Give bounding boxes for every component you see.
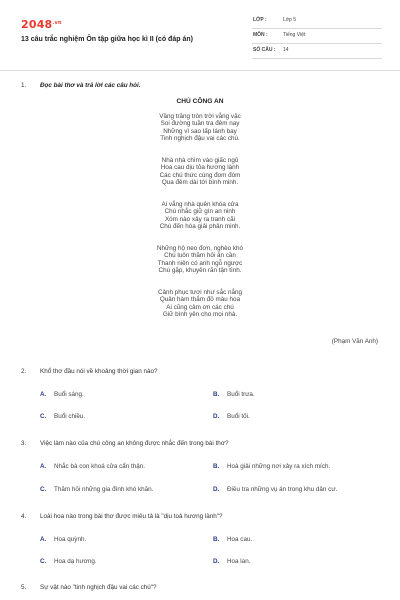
option-text: Hoa cau. (227, 536, 253, 543)
poem-line: Thanh niên có anh ngỗ ngược (157, 259, 243, 267)
option-letter: A. (40, 391, 47, 398)
option-letter: C. (40, 486, 47, 493)
meta-label: LỚP : (253, 17, 267, 23)
question-number: 5. (21, 584, 27, 591)
option-letter: A. (40, 536, 47, 543)
meta-table (252, 14, 382, 59)
poem-line: Chú đến hòa giải phân minh. (159, 223, 241, 231)
question-number: 1. (21, 82, 27, 89)
option-letter: C. (40, 558, 47, 565)
poem-stanza-2 (0, 157, 400, 187)
option-d[interactable] (213, 413, 250, 420)
option-letter: C. (40, 413, 47, 420)
option-d[interactable] (213, 558, 250, 565)
poem-line: Giữ bình yên cho mọi nhà. (162, 311, 238, 319)
poem-line: Chú nhắc giữ gìn an ninh (164, 208, 236, 216)
poem-line: Ai vắng nhà quên khóa cửa (161, 201, 239, 208)
poem-line: Quân hàm thắm đỏ màu hoa (159, 296, 241, 304)
poem-title: CHÚ CÔNG AN (176, 98, 224, 105)
option-d[interactable] (213, 486, 337, 493)
question-text: Việc làm nào của chú công an không được nhắc đến trong bài thơ? (40, 440, 229, 447)
option-c[interactable] (40, 486, 153, 493)
option-letter: D. (213, 558, 220, 565)
option-text: Nhắc bà con khoá cửa cẩn thận. (54, 463, 146, 470)
poem-line: Những vì sao lấp lánh bay (163, 127, 237, 135)
option-letter: D. (213, 413, 220, 420)
option-text: Thăm hỏi những gia đình khó khăn. (54, 486, 154, 493)
poem-author: (Phạm Văn Anh) (331, 338, 378, 345)
meta-row-subject (252, 29, 382, 44)
option-letter: A. (40, 463, 47, 470)
poem-line: Qua đêm dài tới bình minh. (161, 179, 239, 187)
meta-row-count (252, 44, 382, 59)
option-a[interactable] (40, 391, 84, 398)
poem-line: Vầng trăng tròn trời vằng vặc (159, 113, 241, 120)
option-text: Hoa quỳnh. (54, 536, 87, 543)
option-letter: B. (213, 463, 220, 470)
meta-row-class (252, 14, 382, 29)
document-title: 13 câu trắc nghiệm Ôn tập giữa học kì II (có đáp án) (21, 36, 193, 43)
option-a[interactable] (40, 536, 86, 543)
header-divider (0, 70, 400, 71)
option-letter: B. (213, 536, 220, 543)
option-text: Buổi chiều. (54, 413, 86, 420)
question-number: 4. (21, 513, 27, 520)
option-b[interactable] (213, 536, 252, 543)
poem-line: Nhà nhà chìm vào giấc ngủ (161, 157, 239, 164)
site-logo[interactable] (21, 18, 62, 31)
option-text: Hoa lan. (227, 558, 251, 565)
poem-line: Những hộ neo đơn, nghèo khó (156, 245, 244, 252)
meta-value: 14 (283, 47, 289, 53)
option-text: Buổi tối. (227, 413, 250, 420)
poem-stanza-5 (0, 289, 400, 319)
poem-stanza-4 (0, 245, 400, 275)
poem-line: Soi đường tuần tra đêm nay (160, 120, 240, 128)
option-text: Hoa dạ hương. (54, 558, 97, 565)
poem-stanza-3 (0, 201, 400, 231)
poem-line: Xóm nào xảy ra tranh cãi (164, 215, 235, 223)
poem-line: Cảnh phục tươi như sắc nắng (158, 289, 242, 296)
question-number: 3. (21, 440, 27, 447)
option-letter: B. (213, 391, 220, 398)
question-text: Đọc bài thơ và trả lời các câu hỏi. (40, 82, 141, 89)
meta-label: MÔN : (253, 32, 268, 38)
poem-line: Ai cũng cảm ơn các chú (166, 303, 234, 311)
option-text: Hoà giải những nơi xảy ra xích mích. (227, 463, 331, 470)
option-a[interactable] (40, 463, 145, 470)
question-number: 2. (21, 368, 27, 375)
option-text: Điều tra những vụ án trong khu dân cư. (227, 486, 338, 493)
poem-line: Chú gặp, khuyên răn tận tình. (158, 267, 242, 275)
option-c[interactable] (40, 558, 97, 565)
meta-label: SỐ CÂU : (253, 47, 276, 53)
option-letter: D. (213, 486, 220, 493)
document-header (0, 0, 400, 70)
meta-value: Lớp 5 (283, 17, 297, 23)
question-text: Sự vật nào "tinh nghịch đậu vai các chú"? (40, 584, 157, 591)
poem-line: Tinh nghịch đậu vai các chú. (160, 135, 240, 143)
poem-line: Chú luôn thăm hỏi ân cần (164, 252, 236, 260)
option-b[interactable] (213, 391, 255, 398)
poem-line: Các chú thức cùng đom đóm (159, 171, 241, 179)
poem-stanza-1 (0, 113, 400, 143)
option-text: Buổi trưa. (227, 391, 255, 398)
option-b[interactable] (213, 463, 330, 470)
question-text: Loài hoa nào trong bài thơ được miêu tả là "dịu toả hương lành"? (40, 513, 223, 520)
option-c[interactable] (40, 413, 85, 420)
poem-line: Hoa cau dịu tỏa hương lành (160, 164, 240, 172)
logo-main: 2048 (21, 18, 53, 31)
meta-value: Tiếng Việt (283, 32, 306, 38)
logo-tld: .vn (52, 20, 62, 26)
question-text: Khổ thơ đầu nói về khoảng thời gian nào? (40, 368, 158, 375)
option-text: Buổi sáng. (54, 391, 84, 398)
